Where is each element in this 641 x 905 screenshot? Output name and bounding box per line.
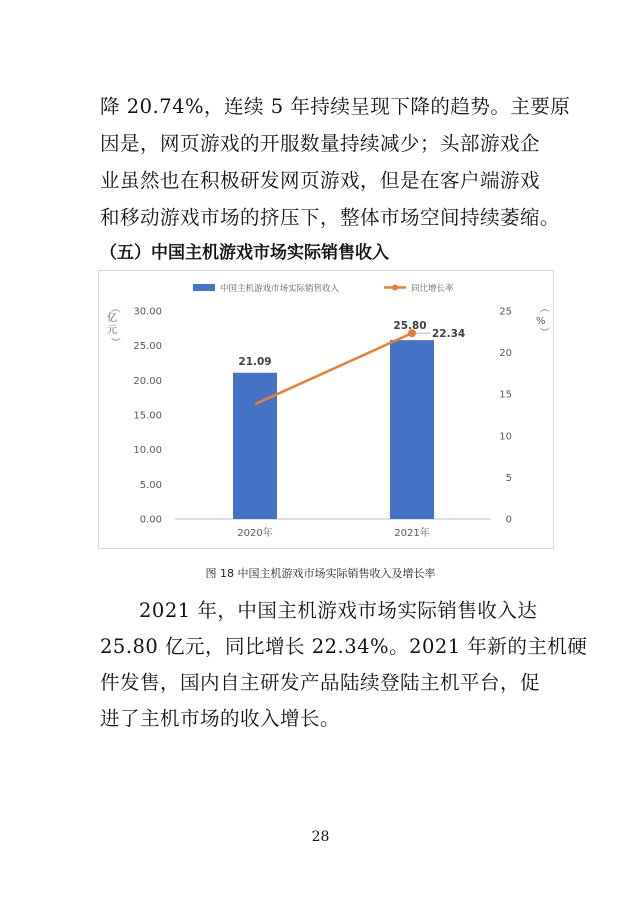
- paragraph-line: 进了主机市场的收入增长。: [100, 707, 341, 730]
- left-tick-label: 20.00: [133, 375, 162, 387]
- page-number: 28: [311, 829, 330, 845]
- right-tick-label: 25: [499, 306, 512, 318]
- data-label-2021: 25.80: [393, 320, 427, 333]
- right-tick-label: 5: [505, 472, 512, 484]
- data-label-2020: 21.09: [238, 355, 272, 368]
- left-axis-char-2: 元: [107, 325, 117, 336]
- figure-caption: 图 18 中国主机游戏市场实际销售收入及增长率: [205, 567, 436, 580]
- paragraph-line: 因是，网页游戏的开服数量持续减少；头部游戏企: [100, 132, 541, 155]
- left-tick-label: 30.00: [133, 306, 162, 318]
- right-tick-label: 20: [499, 348, 512, 360]
- data-label-growth-2021: 22.34: [432, 328, 466, 341]
- paragraph-line: 2021 年，中国主机游戏市场实际销售收入达: [139, 599, 538, 622]
- category-label: 2020年: [237, 528, 273, 539]
- chart-legend: [193, 283, 454, 294]
- left-axis-char-1: 亿: [107, 313, 117, 324]
- legend-swatch-marker: [392, 285, 398, 291]
- legend-label-line: 同比增长率: [411, 284, 454, 294]
- left-tick-label: 10.00: [133, 445, 162, 457]
- bar-2021年: [390, 340, 434, 519]
- right-axis-char: %: [536, 316, 546, 327]
- left-tick-label: 0.00: [139, 514, 162, 526]
- right-axis-paren-open: （: [538, 303, 549, 313]
- legend-label-bar: 中国主机游戏市场实际销售收入: [220, 284, 340, 294]
- left-axis-paren-open: （: [109, 303, 120, 313]
- right-axis-ticks: [499, 307, 512, 526]
- right-tick-label: 10: [499, 431, 512, 443]
- left-tick-label: 15.00: [133, 410, 162, 422]
- revenue-chart: [99, 271, 553, 548]
- right-tick-label: 0: [505, 514, 512, 526]
- left-axis-title: [107, 303, 121, 347]
- right-tick-label: 15: [499, 389, 512, 401]
- left-tick-label: 5.00: [139, 479, 162, 491]
- paragraph-line: 和移动游戏市场的挤压下，整体市场空间持续萎缩。: [100, 206, 561, 229]
- paragraph-line: 25.80 亿元，同比增长 22.34%。2021 年新的主机硬: [100, 635, 588, 658]
- left-axis-paren-close: ）: [109, 337, 120, 347]
- body-paragraph-bottom: [100, 593, 588, 737]
- bar-2020年: [233, 373, 277, 519]
- growth-line: [255, 333, 412, 404]
- right-axis-title: [536, 303, 550, 337]
- paragraph-line: 降 20.74%，连续 5 年持续呈现下降的趋势。主要原: [100, 95, 571, 118]
- paragraph-line: 业虽然也在积极研发网页游戏，但是在客户端游戏: [100, 169, 541, 192]
- section-heading: （五）中国主机游戏市场实际销售收入: [100, 243, 389, 263]
- left-tick-label: 25.00: [133, 341, 162, 353]
- category-labels: [237, 526, 429, 539]
- body-paragraph-top: [100, 88, 571, 236]
- legend-swatch-bar: [193, 284, 215, 291]
- left-axis-ticks: [133, 307, 162, 526]
- paragraph-line: 件发售，国内自主研发产品陆续登陆主机平台，促: [100, 671, 541, 694]
- chart-frame: [98, 270, 554, 549]
- right-axis-paren-close: ）: [538, 327, 549, 337]
- category-label: 2021年: [394, 528, 430, 539]
